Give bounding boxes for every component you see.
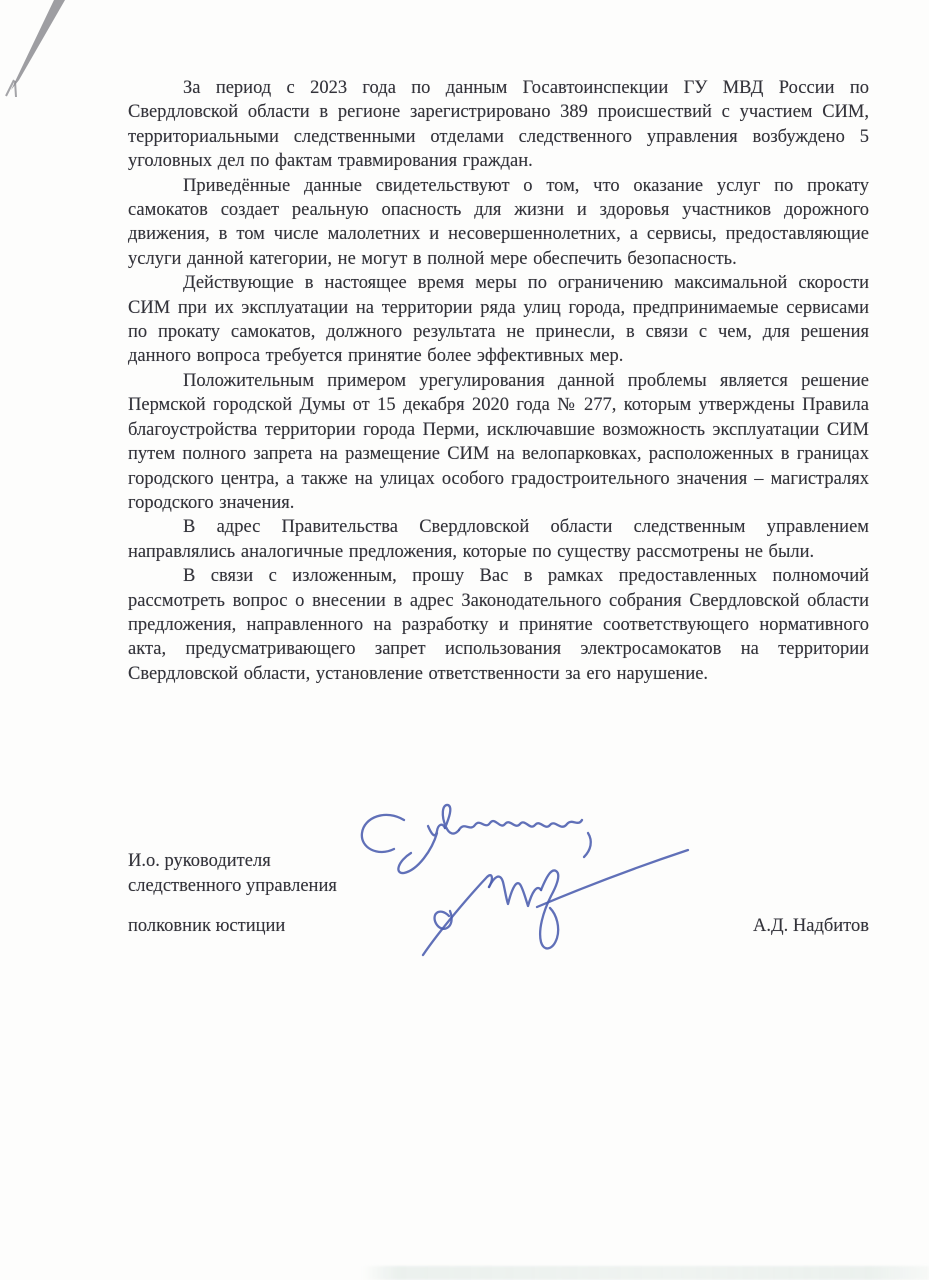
paragraph-current-measures: Действующие в настоящее время меры по ограничению максимальной скорости СИМ при их эксплуатации на территории ряда улиц города, предпринимаемые сервисами по прокату самокатов, должного результата не принесли, в связи с чем, для решения данного вопроса требуется принятие более эффективных мер. bbox=[128, 273, 869, 367]
paragraph-incidents-statistics: За период с 2023 года по данным Госавтоинспекции ГУ МВД России по Свердловской области в регионе зарегистрировано 389 происшествий с участием СИМ, территориальными следственными отделами следственного управления возбуждено 5 уголовных дел по фактам травмирования граждан. bbox=[128, 78, 869, 172]
signoff-position-line2: следственного управления bbox=[128, 876, 337, 896]
paragraph-danger-statement: Приведённые данные свидетельствуют о том, что оказание услуг по прокату самокатов создает реальную опасность для жизни и здоровья участников дорожного движения, в том числе малолетних и несовершеннолетних, а сервисы, предоставляющие услуги данной категории, не могут в полной мере обеспечить безопасность. bbox=[128, 175, 869, 269]
scan-artifact-band bbox=[362, 1266, 929, 1280]
signoff-name: А.Д. Надбитов bbox=[753, 916, 869, 936]
pencil-mark-icon bbox=[0, 0, 90, 110]
signoff-rank: полковник юстиции bbox=[128, 916, 286, 936]
paragraph-perm-example: Положительным примером урегулирования данной проблемы является решение Пермской городской Думы от 15 декабря 2020 года № 277, которым утверждены Правила благоустройства территории города Перми, исключавшие возможность эксплуатации СИМ путем полного запрета на размещение СИМ на велопарковках, расположенных в границах городского центра, а также на улицах особого градостроительного значения – магистралях городского значения. bbox=[128, 370, 869, 513]
paragraph-previous-proposals: В адрес Правительства Свердловской области следственным управлением направлялись аналогичные предложения, которые по существу рассмотрены не были. bbox=[128, 517, 869, 562]
signoff-block bbox=[128, 849, 869, 939]
letter-body bbox=[128, 76, 869, 686]
signoff-position-line1: И.о. руководителя bbox=[128, 851, 271, 871]
paragraph-request: В связи с изложенным, прошу Вас в рамках предоставленных полномочий рассмотреть вопрос о внесении в адрес Законодательного собрания Свердловской области предложения, направленного на разработку и принятие соответствующего нормативного акта, предусматривающего запрет использования электросамокатов на территории Свердловской области, установление ответственности за его нарушение. bbox=[128, 566, 869, 684]
